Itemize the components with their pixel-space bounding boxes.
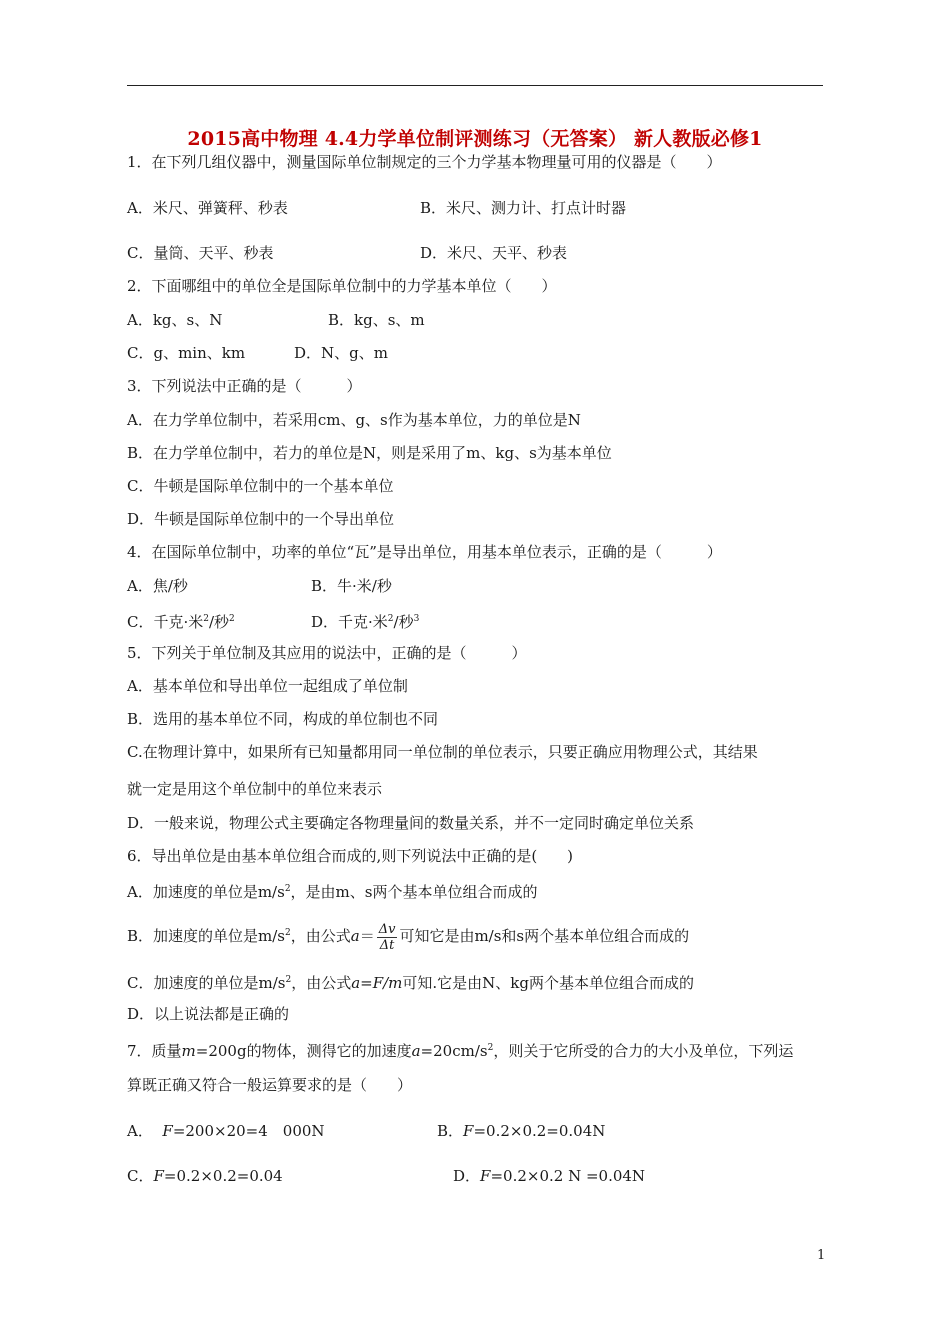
q5-stem: 5．下列关于单位制及其应用的说法中，正确的是（ ） <box>127 644 527 662</box>
q4-stem: 4．在国际单位制中，功率的单位“瓦”是导出单位，用基本单位表示，正确的是（ ） <box>127 543 722 561</box>
fraction-delta-v-over-delta-t: $\frac{\Delta v}{\Delta t}$ <box>378 921 396 953</box>
q6-option-a: A．加速度的单位是$m/s^2$，是由m、s两个基本单位组合而成的 <box>127 883 538 901</box>
q4-option-c: C．千克·米$^2$/秒$^2$ <box>127 613 235 631</box>
q1-option-b: B．米尺、测力计、打点计时器 <box>420 199 627 217</box>
header-rule <box>127 85 823 86</box>
q6-option-c: C．加速度的单位是$m/s^2$，由公式a=F/m可知.它是由N、kg两个基本单位组合而成的 <box>127 974 694 992</box>
q7-stem-line1: 7．质量m=200g的物体，测得它的加速度$a=20cm/s^2$，则关于它所受的合力的大小及单位，下列运 <box>127 1042 794 1060</box>
page-number: 1 <box>817 1248 826 1263</box>
q2-option-b: B．kg、s、m <box>328 311 425 329</box>
q7-option-d: D．F=0.2×0.2 N =0.04N <box>453 1167 646 1185</box>
q6-stem: 6．导出单位是由基本单位组合而成的,则下列说法中正确的是( ) <box>127 847 574 865</box>
q6-option-d: D．以上说法都是正确的 <box>127 1005 290 1023</box>
q6-option-b: B．加速度的单位是$m/s^2$，由公式a＝ $\frac{\Delta v}{\Delta t}$ 可知它是由m/s和s两个基本单位组合而成的 <box>127 921 690 953</box>
q3-option-d: D．牛顿是国际单位制中的一个导出单位 <box>127 510 395 528</box>
q7-option-b: B．F=0.2×0.2=0.04N <box>437 1122 606 1140</box>
q1-stem: 1．在下列几组仪器中，测量国际单位制规定的三个力学基本物理量可用的仪器是（ ） <box>127 153 722 171</box>
document-title: 2015高中物理 4.4力学单位制评测练习（无答案） 新人教版必修1 <box>187 128 763 150</box>
q5-option-d: D．一般来说，物理公式主要确定各物理量间的数量关系，并不一定同时确定单位关系 <box>127 814 695 832</box>
q2-option-d: D．N、g、m <box>294 344 388 362</box>
q5-option-a: A．基本单位和导出单位一起组成了单位制 <box>127 677 408 695</box>
q5-option-b: B．选用的基本单位不同，构成的单位制也不同 <box>127 710 439 728</box>
q4-option-b: B．牛·米/秒 <box>311 577 392 595</box>
q3-option-c: C．牛顿是国际单位制中的一个基本单位 <box>127 477 394 495</box>
q1-option-a: A．米尺、弹簧秤、秒表 <box>127 199 288 217</box>
q7-option-a: A． F=200×20=4 000N <box>127 1122 325 1140</box>
q2-option-c: C．g、min、km <box>127 344 246 362</box>
q7-stem-line2: 算既正确又符合一般运算要求的是（ ） <box>127 1076 413 1094</box>
q7-option-c: C．F=0.2×0.2=0.04 <box>127 1167 283 1185</box>
q1-option-c: C．量筒、天平、秒表 <box>127 244 274 262</box>
q2-stem: 2．下面哪组中的单位全是国际单位制中的力学基本单位（ ） <box>127 277 557 295</box>
q1-option-d: D．米尺、天平、秒表 <box>420 244 568 262</box>
q5-option-c-line1: C.在物理计算中，如果所有已知量都用同一单位制的单位表示，只要正确应用物理公式，其结果 <box>127 743 758 761</box>
q4-option-d: D．千克·米$^2$/秒$^3$ <box>311 613 420 631</box>
q3-option-b: B．在力学单位制中，若力的单位是N，则是采用了m、kg、s为基本单位 <box>127 444 612 462</box>
q3-stem: 3．下列说法中正确的是（ ） <box>127 377 362 395</box>
q4-option-a: A．焦/秒 <box>127 577 188 595</box>
q3-option-a: A．在力学单位制中，若采用cm、g、s作为基本单位，力的单位是N <box>127 411 581 429</box>
q2-option-a: A．kg、s、N <box>127 311 223 329</box>
q5-option-c-line2: 就一定是用这个单位制中的单位来表示 <box>127 780 383 798</box>
